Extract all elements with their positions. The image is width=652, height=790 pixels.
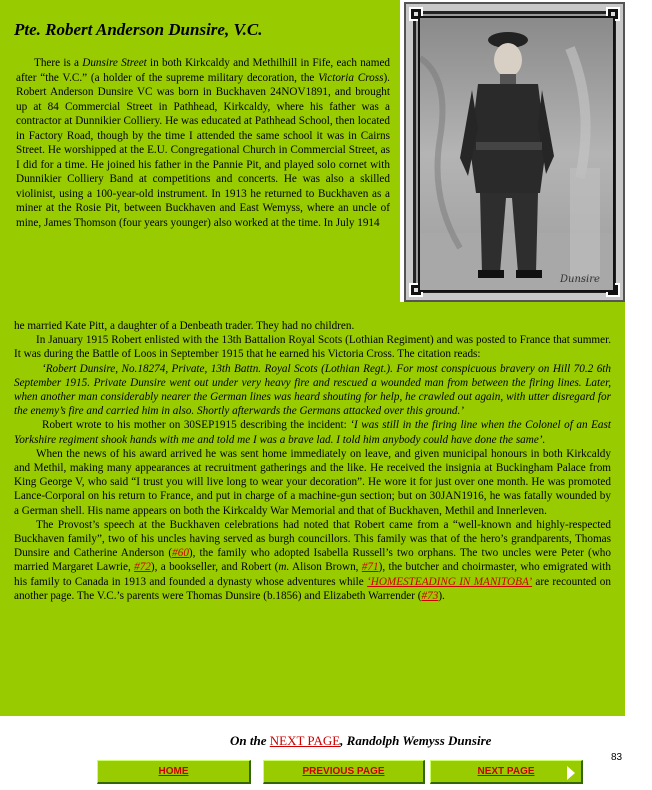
main-article <box>14 319 611 603</box>
paragraph-family: The Provost’s speech at the Buckhaven celebrations had noted that Robert came from a “well-known and highly-respected Buckhaven family”, two of his uncles having served as burgh councillors. This family was that of the hero’s grandparents, Thomas Dunsire and Catherine Anderson (#60), the family who adopted Isabella Russell’s two orphans. The two uncles were Peter (who married Margaret Lawrie, #72), a bookseller, and Robert (m. Alison Brown, #71), the butcher and choirmaster, who emigrated with his family to Canada in 1913 and founded a dynasty whose adventures while ‘HOMESTEADING IN MANITOBA’ are recounted on another page. The V.C.’s parents were Thomas Dunsire (b.1856) and Elizabeth Warrender (#73). <box>14 518 611 602</box>
next-page-button[interactable] <box>430 760 583 784</box>
previous-page-button[interactable] <box>263 760 425 784</box>
paragraph-letter: Robert wrote to his mother on 30SEP1915 describing the incident: ‘I was still in the firing line when the Colonel of an East Yorkshire regiment shook hands with me and told me I was a brave lad. I told him anybody could have done the same’. <box>14 419 611 446</box>
link-60[interactable]: #60 <box>172 547 189 560</box>
link-72[interactable]: #72 <box>134 561 151 574</box>
vc-citation: ‘Robert Dunsire, No.18274, Private, 13th Battn. Royal Scots (Lothian Regt.). For most conspicuous bravery on Hill 70.2 6th September 1915. Private Dunsire went out under very heavy fire and rescued a wounded man from between the firing lines. Later, when another man considerably nearer the German lines was heard shouting for help, he crawled out again, with utter disregard for the enemy’s fire and carried him in also. Shortly afterwards the Germans attacked over this ground.’ <box>14 362 611 418</box>
page-number: 83 <box>611 752 623 763</box>
paragraph-honours: When the news of his award arrived he was sent home immediately on leave, and given municipal honours in both Kirkcaldy and Methil, making many appearances at recruitment gatherings and the like. He received the insignia at Buckingham Palace from King George V, who said “I trust you will live long to wear your decoration”. He wore it for just over one month. He was promoted Lance-Corporal on his return to France, and put in charge of a machine-gun section; but on 30JAN1916, he was fatally wounded by a German shell. His name appears on both the Kirkcaldy War Memorial and that of Buckhaven, Methil and Innerleven. <box>14 447 611 517</box>
photo-signature: Dunsire <box>560 274 600 285</box>
intro-paragraph: There is a Dunsire Street in both Kirkcaldy and Methilhill in Fife, each named after “the V.C.” (a holder of the supreme military decoration, the Victoria Cross). Robert Anderson Dunsire VC was born in Buckhaven 24NOV1891, and brought up at 84 Commercial Street in Pathhead, Kirkcaldy, where his father was a contractor at Dunnikier Colliery. He was educated at Pathhead School, then located in Factory Road, though by the time I attended the same school it was in Cairns Street. He worshipped at the E.U. Congregational Church in Commercial Street, as I did for a time. He joined his father in the Pannie Pit, and played solo cornet with Dunnikier Colliery Band at competitions and concerts. He was also a skilled violinist, using a 100-year-old instrument. In 1913 he returned to Buckhaven as a miner at the Rosie Pit, between Buckhaven and East Wemyss, where an uncle of mine, James Thomson (four years younger) also worked at the time. In July 1914 <box>16 57 391 229</box>
link-71[interactable]: #71 <box>361 561 379 574</box>
paragraph-marriage: he married Kate Pitt, a daughter of a Denbeath trader. They had no children. <box>14 320 355 332</box>
next-page-teaser: On the NEXT PAGE, Randolph Wemyss Dunsire <box>230 733 492 748</box>
page-title: Pte. Robert Anderson Dunsire, V.C. <box>14 20 263 39</box>
right-arrow-icon <box>567 766 575 780</box>
previous-page-button-label: PREVIOUS PAGE <box>302 766 385 777</box>
home-button[interactable] <box>97 760 251 784</box>
portrait-frame <box>404 2 625 302</box>
link-73[interactable]: #73 <box>421 589 439 602</box>
link-homesteading-in-manitoba[interactable]: ‘HOMESTEADING IN MANITOBA’ <box>367 575 533 588</box>
next-page-button-label: NEXT PAGE <box>477 766 535 777</box>
paragraph-enlistment: In January 1915 Robert enlisted with the 13th Battalion Royal Scots (Lothian Regiment) and was posted to France that summer. It was during the Battle of Loos in September 1915 that he earned his Victoria Cross. The citation reads: <box>14 334 611 361</box>
soldier-portrait-photo <box>418 16 615 292</box>
next-page-text-link[interactable]: NEXT PAGE <box>269 733 341 748</box>
home-button-label: HOME <box>158 766 189 777</box>
